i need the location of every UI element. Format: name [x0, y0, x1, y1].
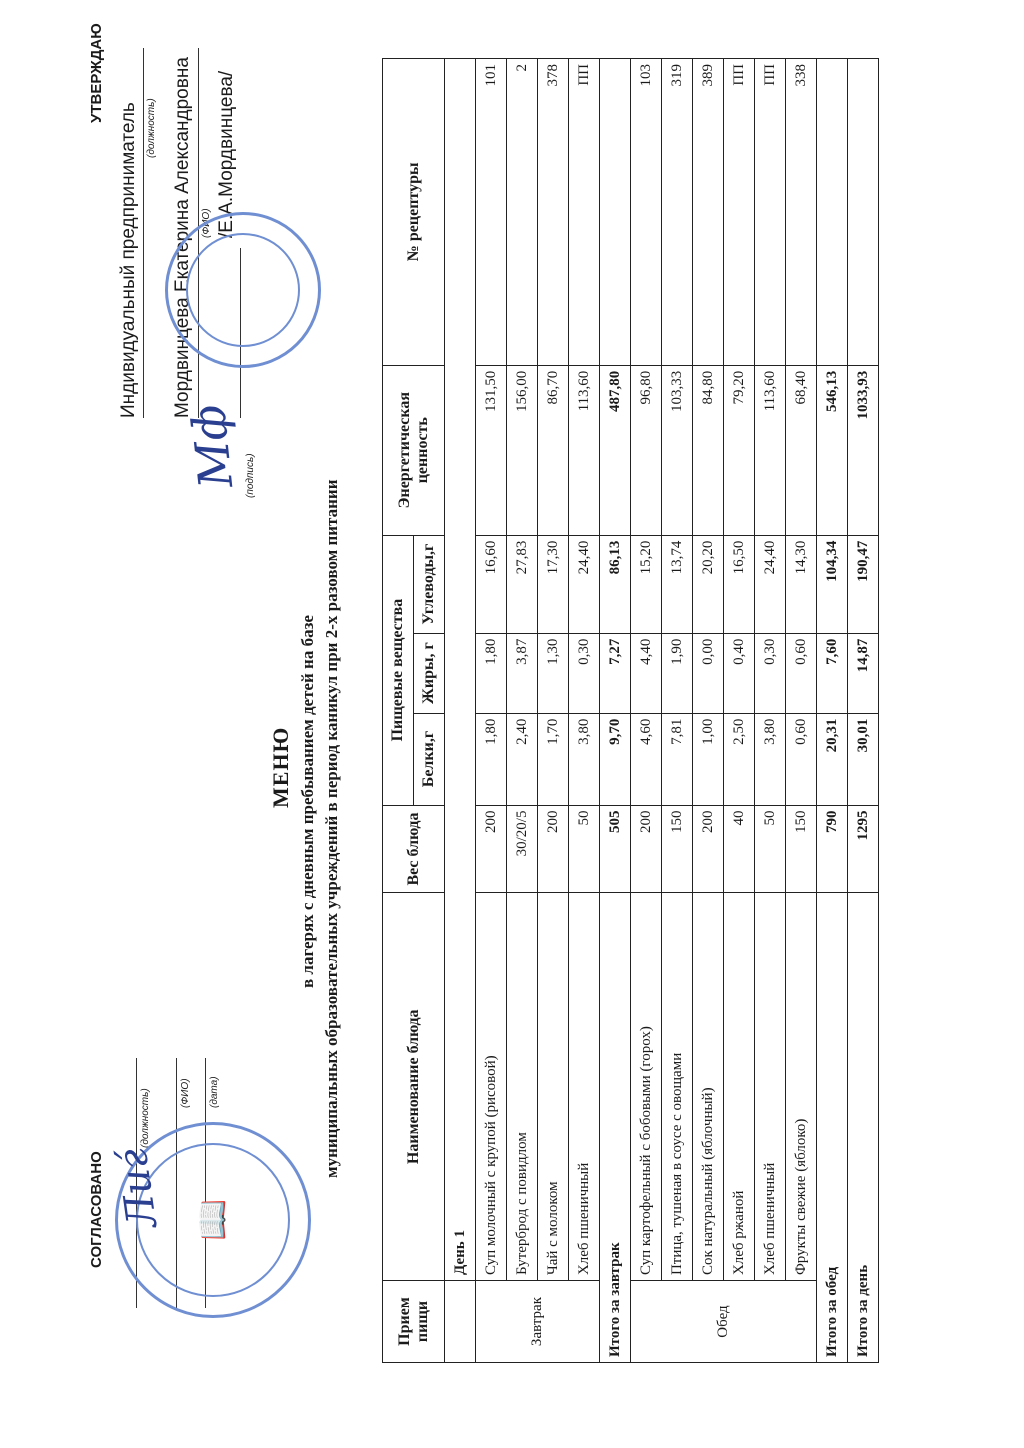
header-recipe: № рецептуры [383, 59, 445, 366]
header-carbs: Углеводы,г [414, 535, 445, 633]
dish-energy: 113,60 [755, 365, 786, 535]
dish-name: Суп молочный с крупой (рисовой) [476, 893, 507, 1281]
dish-fat: 0,60 [786, 633, 817, 713]
lunch-row [631, 59, 662, 1363]
day-total-row-protein: 30,01 [848, 713, 879, 805]
agreed-heading: СОГЛАСОВАНО [88, 1151, 105, 1268]
approver-signature-scribble: Мф [180, 402, 244, 491]
header-energy: Энергетическая ценность [383, 365, 445, 535]
dish-carbs: 17,30 [538, 535, 569, 633]
dish-weight: 50 [569, 805, 600, 893]
breakfast-total-row-carbs: 86,13 [600, 535, 631, 633]
day-total-row-carbs: 190,47 [848, 535, 879, 633]
approver-signature-name: /Е.А.Мордвинцева/ [216, 70, 237, 238]
menu-table-body [383, 59, 879, 1363]
breakfast-meal-label: Завтрак [476, 1281, 600, 1363]
approver-signature-caption: (подпись) [245, 453, 256, 498]
breakfast-total-row-weight: 505 [600, 805, 631, 893]
menu-subtitle-2: муниципальных образовательных учреждений в период каникул при 2-х разовом питании [322, 479, 341, 1178]
dish-name: Хлеб пшеничный [569, 893, 600, 1281]
dish-recipe: 2 [507, 59, 538, 366]
dish-name: Хлеб ржаной [724, 893, 755, 1281]
dish-carbs: 15,20 [631, 535, 662, 633]
dish-name: Птица, тушеная в соусе с овощами [662, 893, 693, 1281]
dish-carbs: 24,40 [569, 535, 600, 633]
dish-protein: 1,80 [476, 713, 507, 805]
lunch-row [786, 59, 817, 1363]
dish-protein: 1,70 [538, 713, 569, 805]
dish-weight: 30/20/5 [507, 805, 538, 893]
menu-title: МЕНЮ [268, 726, 293, 808]
dish-name: Чай с молоком [538, 893, 569, 1281]
dish-recipe: 338 [786, 59, 817, 366]
lunch-total-row-energy: 546,13 [817, 365, 848, 535]
dish-carbs: 27,83 [507, 535, 538, 633]
dish-protein: 2,40 [507, 713, 538, 805]
dish-name: Фрукты свежие (яблоко) [786, 893, 817, 1281]
entrepreneur-round-stamp [165, 212, 321, 368]
agreed-name-caption: (ФИО) [180, 1078, 191, 1108]
dish-recipe: ПП [755, 59, 786, 366]
dish-fat: 1,80 [476, 633, 507, 713]
dish-fat: 4,40 [631, 633, 662, 713]
breakfast-total-row-energy: 487,80 [600, 365, 631, 535]
dish-recipe: 389 [693, 59, 724, 366]
breakfast-total-row-label: Итого за завтрак [600, 893, 631, 1363]
dish-weight: 200 [538, 805, 569, 893]
approver-position-caption: (должность) [146, 98, 157, 158]
header-dish: Наименование блюда [383, 893, 445, 1281]
header-meal: Прием пищи [383, 1281, 445, 1363]
dish-protein: 3,80 [569, 713, 600, 805]
breakfast-total-row-fat: 7,27 [600, 633, 631, 713]
entrepreneur-stamp-inner-ring [186, 233, 300, 347]
menu-subtitle-1: в лагерях с дневным пребыванием детей на базе [298, 615, 317, 988]
breakfast-total-row-recipe-empty [600, 59, 631, 366]
agreed-signature-scribble: Лиѓ [109, 1145, 167, 1231]
header-nutrients: Пищевые вещества [383, 535, 414, 805]
dish-fat: 0,30 [755, 633, 786, 713]
lunch-row [662, 59, 693, 1363]
dish-name: Суп картофельный с бобовыми (горох) [631, 893, 662, 1281]
day-row [445, 59, 476, 1363]
day-total-row-energy: 1033,93 [848, 365, 879, 535]
day-total-row-label: Итого за день [848, 893, 879, 1363]
approver-position: Индивидуальный предприниматель [118, 102, 139, 418]
dish-protein: 7,81 [662, 713, 693, 805]
day-total-row-recipe-empty [848, 59, 879, 366]
header-protein: Белки,г [414, 713, 445, 805]
dish-recipe: 103 [631, 59, 662, 366]
dish-fat: 0,30 [569, 633, 600, 713]
header-fat: Жиры, г [414, 633, 445, 713]
dish-energy: 156,00 [507, 365, 538, 535]
dish-weight: 200 [476, 805, 507, 893]
book-emblem-icon: 📖 [194, 1198, 232, 1242]
menu-table [382, 58, 879, 1363]
dish-energy: 68,40 [786, 365, 817, 535]
dish-energy: 79,20 [724, 365, 755, 535]
lunch-row [724, 59, 755, 1363]
dish-protein: 1,00 [693, 713, 724, 805]
dish-energy: 86,70 [538, 365, 569, 535]
dish-carbs: 16,60 [476, 535, 507, 633]
dish-weight: 200 [693, 805, 724, 893]
dish-recipe: ПП [724, 59, 755, 366]
dish-energy: 96,80 [631, 365, 662, 535]
approver-name: Мордвинцева Екатерина Александровна [172, 57, 193, 418]
lunch-total-row-protein: 20,31 [817, 713, 848, 805]
breakfast-row [507, 59, 538, 1363]
dish-fat: 0,40 [724, 633, 755, 713]
lunch-total-row-fat: 7,60 [817, 633, 848, 713]
breakfast-total-row [600, 59, 631, 1363]
lunch-row [755, 59, 786, 1363]
agreed-position-caption: (должность) [140, 1088, 151, 1148]
day-label: День 1 [445, 59, 476, 1281]
dish-weight: 50 [755, 805, 786, 893]
dish-protein: 3,80 [755, 713, 786, 805]
dish-name: Сок натуральный (яблочный) [693, 893, 724, 1281]
breakfast-row [538, 59, 569, 1363]
lunch-total-row-recipe-empty [817, 59, 848, 366]
header-weight: Вес блюда [383, 805, 445, 893]
day-total-row-weight: 1295 [848, 805, 879, 893]
dish-carbs: 24,40 [755, 535, 786, 633]
approve-heading: УТВЕРЖДАЮ [88, 23, 105, 123]
dish-weight: 40 [724, 805, 755, 893]
lunch-total-row [817, 59, 848, 1363]
dish-name: Бутерброд с повидлом [507, 893, 538, 1281]
breakfast-row [476, 59, 507, 1363]
approver-name-caption: (ФИО) [201, 208, 212, 238]
dish-protein: 4,60 [631, 713, 662, 805]
dish-fat: 3,87 [507, 633, 538, 713]
dish-carbs: 20,20 [693, 535, 724, 633]
dish-carbs: 13,74 [662, 535, 693, 633]
dish-weight: 200 [631, 805, 662, 893]
dish-energy: 113,60 [569, 365, 600, 535]
dish-protein: 2,50 [724, 713, 755, 805]
approver-position-line [143, 48, 144, 418]
dish-weight: 150 [662, 805, 693, 893]
dish-fat: 1,30 [538, 633, 569, 713]
dish-protein: 0,60 [786, 713, 817, 805]
lunch-total-row-weight: 790 [817, 805, 848, 893]
header-row-1 [383, 59, 414, 1363]
dish-recipe: ПП [569, 59, 600, 366]
dish-fat: 1,90 [662, 633, 693, 713]
breakfast-total-row-protein: 9,70 [600, 713, 631, 805]
dish-carbs: 14,30 [786, 535, 817, 633]
day-total-row [848, 59, 879, 1363]
dish-recipe: 101 [476, 59, 507, 366]
day-total-row-fat: 14,87 [848, 633, 879, 713]
agreed-date-caption: (дата) [209, 1076, 220, 1108]
lunch-total-row-label: Итого за обед [817, 893, 848, 1363]
lunch-total-row-carbs: 104,34 [817, 535, 848, 633]
dish-carbs: 16,50 [724, 535, 755, 633]
lunch-meal-label: Обед [631, 1281, 817, 1363]
dish-fat: 0,00 [693, 633, 724, 713]
dish-recipe: 319 [662, 59, 693, 366]
dish-energy: 103,33 [662, 365, 693, 535]
lunch-row [693, 59, 724, 1363]
dish-recipe: 378 [538, 59, 569, 366]
dish-energy: 84,80 [693, 365, 724, 535]
dish-name: Хлеб пшеничный [755, 893, 786, 1281]
dish-energy: 131,50 [476, 365, 507, 535]
breakfast-row [569, 59, 600, 1363]
dish-weight: 150 [786, 805, 817, 893]
